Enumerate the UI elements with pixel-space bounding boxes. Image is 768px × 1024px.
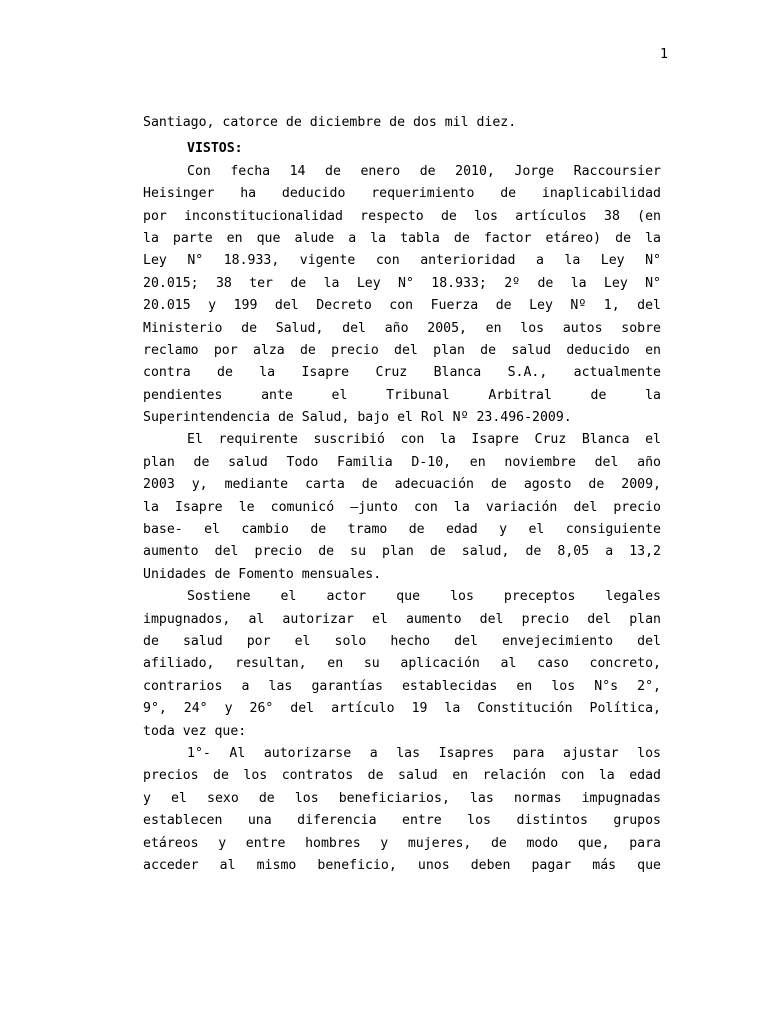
paragraph-line: 20.015 y 199 del Decreto con Fuerza de Ley Nº 1, del bbox=[143, 298, 661, 314]
paragraph-line: reclamo por alza de precio del plan de salud deducido en bbox=[143, 342, 661, 358]
paragraph-line: contrarios a las garantías establecidas en los N°s 2°, bbox=[143, 678, 661, 694]
body-paragraph bbox=[143, 429, 661, 586]
paragraph-line: de salud por el solo hecho del envejecimiento del bbox=[143, 633, 661, 649]
paragraph-line: Unidades de Fomento mensuales. bbox=[143, 566, 382, 582]
paragraph-line: y el sexo de los beneficiarios, las normas impugnadas bbox=[143, 790, 661, 806]
paragraph-line: toda vez que: bbox=[143, 723, 247, 739]
paragraph-line: establecen una diferencia entre los distintos grupos bbox=[143, 813, 661, 829]
paragraph-line: 1°- Al autorizarse a las Isapres para ajustar los bbox=[187, 745, 661, 761]
paragraph-line: plan de salud Todo Familia D-10, en noviembre del año bbox=[143, 454, 661, 470]
section-heading-vistos: VISTOS: bbox=[187, 141, 243, 157]
paragraph-line: El requirente suscribió con la Isapre Cruz Blanca el bbox=[187, 432, 661, 448]
paragraph-line: 9°, 24° y 26° del artículo 19 la Constitución Política, bbox=[143, 701, 661, 717]
paragraph-line: la parte en que alude a la tabla de factor etáreo) de la bbox=[143, 230, 661, 246]
paragraph-line: por inconstitucionalidad respecto de los artículos 38 (en bbox=[143, 208, 661, 224]
paragraph-line: impugnados, al autorizar el aumento del precio del plan bbox=[143, 611, 661, 627]
paragraphs-container bbox=[143, 161, 661, 878]
document-body bbox=[143, 112, 661, 877]
paragraph-line: contra de la Isapre Cruz Blanca S.A., actualmente bbox=[143, 365, 661, 381]
paragraph-line: 20.015; 38 ter de la Ley N° 18.933; 2º de la Ley N° bbox=[143, 275, 661, 291]
paragraph-line: la Isapre le comunicó –junto con la variación del precio bbox=[143, 499, 661, 515]
paragraph-line: 2003 y, mediante carta de adecuación de agosto de 2009, bbox=[143, 477, 661, 493]
paragraph-line: afiliado, resultan, en su aplicación al caso concreto, bbox=[143, 656, 661, 672]
paragraph-line: Ministerio de Salud, del año 2005, en los autos sobre bbox=[143, 320, 661, 336]
body-paragraph bbox=[143, 161, 661, 430]
paragraph-line: pendientes ante el Tribunal Arbitral de la bbox=[143, 387, 661, 403]
body-paragraph bbox=[143, 743, 661, 877]
paragraph-line: precios de los contratos de salud en relación con la edad bbox=[143, 768, 661, 784]
paragraph-line: etáreos y entre hombres y mujeres, de modo que, para bbox=[143, 835, 661, 851]
paragraph-line: Ley N° 18.933, vigente con anterioridad a la Ley N° bbox=[143, 253, 661, 269]
paragraph-line: Con fecha 14 de enero de 2010, Jorge Raccoursier bbox=[187, 163, 661, 179]
paragraph-line: acceder al mismo beneficio, unos deben pagar más que bbox=[143, 857, 661, 873]
paragraph-line: Superintendencia de Salud, bajo el Rol Nº 23.496-2009. bbox=[143, 410, 572, 426]
body-paragraph bbox=[143, 586, 661, 743]
page-number: 1 bbox=[660, 47, 668, 62]
paragraph-line: Heisinger ha deducido requerimiento de inaplicabilidad bbox=[143, 186, 661, 202]
dateline: Santiago, catorce de diciembre de dos mil diez. bbox=[143, 115, 517, 130]
paragraph-line: Sostiene el actor que los preceptos legales bbox=[187, 589, 661, 605]
paragraph-line: base- el cambio de tramo de edad y el consiguiente bbox=[143, 522, 661, 538]
paragraph-line: aumento del precio de su plan de salud, de 8,05 a 13,2 bbox=[143, 544, 661, 560]
